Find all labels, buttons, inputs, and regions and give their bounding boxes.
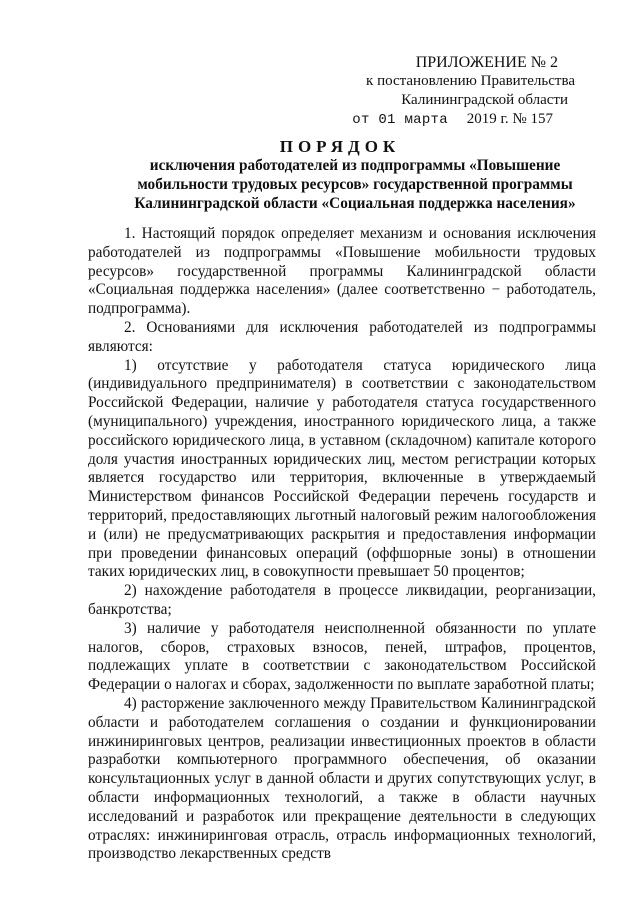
document-subtitle: исключения работодателей из подпрограммы «Повышение мобильности трудовых ресурсов» государственной программы Калининградской области «Социальная поддержка населения» (134, 157, 576, 212)
document-body (88, 225, 596, 864)
approval-block (330, 53, 600, 130)
paragraph-1: 1. Настоящий порядок определяет механизм и основания исключения работодателей из подпрограммы «Повышение мобильности трудовых ресурсов» государственной программы Калининградской области «Социальная поддержка населения» (далее соответственно − работодатель, подпрограмма). (88, 225, 596, 318)
item-4: 4) расторжение заключенного между Правительством Калининградской области и работодателем соглашения о создании и функционировании инжиниринговых центров, реализации инвестиционных проектов в области разработки компьютерного программного обеспечения, об оказании консультационных услуг в данной области и других сопутствующих услуг, в области информационных технологий, а также в области научных исследований и разработок или прекращение деятельности в следующих отраслях: инжиниринговая отрасль, отрасль информационных технологий, производство лекарственных средств (88, 694, 596, 863)
appendix-label: ПРИЛОЖЕНИЕ № 2 (415, 54, 558, 71)
resolution-reference: к постановлению Правительства (366, 73, 575, 89)
document-title: ПОРЯДОК (279, 137, 401, 156)
item-2: 2) нахождение работодателя в процессе ликвидации, реорганизации, банкротства; (88, 582, 596, 618)
paragraph-2: 2. Основаниями для исключения работодателей из подпрограммы являются: (88, 318, 596, 355)
region-name: Калининградской области (401, 92, 568, 108)
resolution-date (330, 110, 600, 130)
item-3: 3) наличие у работодателя неисполненной обязанности по уплате налогов, сборов, страховых взносов, пеней, штрафов, процентов, подлежащих уплате в соответствии с законодательством Российской Федерации о налогах и сборах, задолженности по выплате заработной платы; (88, 619, 596, 694)
item-1: 1) отсутствие у работодателя статуса юридического лица (индивидуального предпринимателя) в соответствии с законодательством Российской Федерации, наличие у работодателя статуса государственного (муниципального) учреждения, иностранного юридического лица, а также российского юридического лица, в уставном (складочном) капитале которого доля участия иностранных юридических лиц, местом регистрации которых является государство или территория, включенные в утверждаемый Министерством финансов Российской Федерации перечень государств и территорий, предоставляющих льготный налоговый режим налогообложения и (или) не предусматривающих раскрытия и предоставления информации при проведении финансовых операций (оффшорные зоны) в отношении таких юридических лиц, в совокупности превышает 50 процентов; (88, 356, 596, 581)
date-prefix: от 01 марта (352, 112, 448, 128)
year-number: 2019 г. № 157 (466, 111, 553, 127)
